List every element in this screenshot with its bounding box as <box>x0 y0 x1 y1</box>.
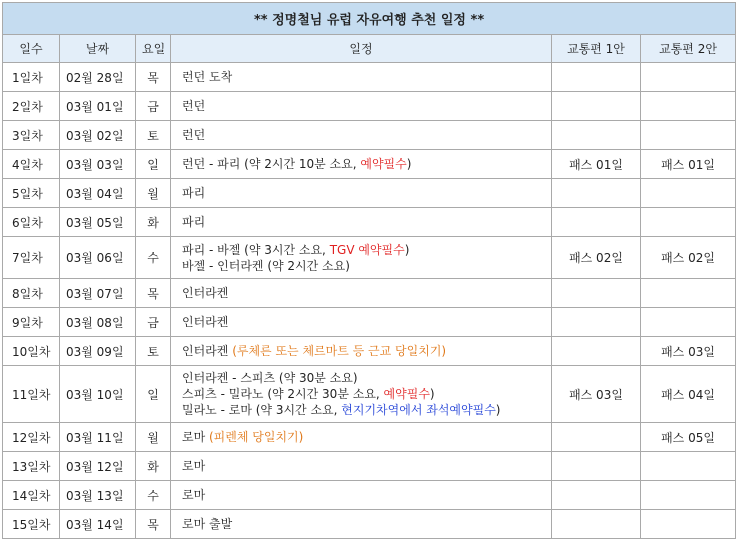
pass1-cell: 패스 02일 <box>552 237 641 279</box>
date-cell: 03월 13일 <box>60 481 136 510</box>
schedule-note-orange: (루체른 또는 체르마트 등 근교 당일치기) <box>232 344 447 358</box>
schedule-text: 로마 출발 <box>182 517 233 531</box>
schedule-note-blue: 현지기차역에서 좌석예약필수 <box>341 403 496 417</box>
schedule-cell <box>171 92 552 121</box>
schedule-text: 파리 <box>182 186 206 200</box>
schedule-line <box>182 214 545 230</box>
day-cell: 11일차 <box>3 366 60 423</box>
table-row <box>3 510 736 539</box>
weekday-cell: 금 <box>136 308 171 337</box>
day-cell: 5일차 <box>3 179 60 208</box>
pass2-cell: 패스 05일 <box>641 423 736 452</box>
date-cell: 03월 05일 <box>60 208 136 237</box>
weekday-cell: 일 <box>136 366 171 423</box>
weekday-cell: 토 <box>136 337 171 366</box>
schedule-text: 런던 도착 <box>182 70 233 84</box>
pass1-cell <box>552 481 641 510</box>
schedule-text: ) <box>429 387 435 401</box>
table-row <box>3 63 736 92</box>
schedule-line <box>182 156 545 172</box>
table-row <box>3 208 736 237</box>
schedule-cell <box>171 366 552 423</box>
schedule-line <box>182 185 545 201</box>
schedule-cell <box>171 423 552 452</box>
schedule-line <box>182 258 545 274</box>
schedule-text: 로마 <box>182 488 206 502</box>
schedule-text: 파리 <box>182 215 206 229</box>
title-row <box>3 3 736 35</box>
header-schedule: 일정 <box>171 35 552 63</box>
day-cell: 4일차 <box>3 150 60 179</box>
header-date: 날짜 <box>60 35 136 63</box>
pass1-cell <box>552 423 641 452</box>
day-cell: 13일차 <box>3 452 60 481</box>
weekday-cell: 화 <box>136 452 171 481</box>
schedule-text: 인터라켄 - 스피츠 (약 30분 소요) <box>182 371 358 385</box>
pass2-cell <box>641 452 736 481</box>
schedule-cell <box>171 279 552 308</box>
pass1-cell <box>552 510 641 539</box>
date-cell: 03월 08일 <box>60 308 136 337</box>
schedule-line <box>182 343 545 359</box>
schedule-text: 밀라노 - 로마 (약 3시간 소요, <box>182 403 342 417</box>
schedule-cell <box>171 179 552 208</box>
pass1-cell <box>552 208 641 237</box>
schedule-note-red: 예약필수 <box>360 157 407 171</box>
table-row <box>3 366 736 423</box>
day-cell: 12일차 <box>3 423 60 452</box>
pass2-cell <box>641 510 736 539</box>
schedule-line <box>182 516 545 532</box>
pass1-cell <box>552 337 641 366</box>
schedule-line <box>182 370 545 386</box>
schedule-text: ) <box>406 157 412 171</box>
schedule-note-red: TGV 예약필수 <box>329 242 405 257</box>
schedule-note-red: 예약필수 <box>383 387 430 401</box>
date-cell: 03월 11일 <box>60 423 136 452</box>
weekday-cell: 토 <box>136 121 171 150</box>
day-cell: 2일차 <box>3 92 60 121</box>
schedule-text: 스피츠 - 밀라노 (약 2시간 30분 소요, <box>182 387 384 401</box>
weekday-cell: 화 <box>136 208 171 237</box>
schedule-cell <box>171 510 552 539</box>
day-cell: 8일차 <box>3 279 60 308</box>
weekday-cell: 목 <box>136 510 171 539</box>
weekday-cell: 월 <box>136 179 171 208</box>
schedule-cell <box>171 481 552 510</box>
table-row <box>3 121 736 150</box>
table-row <box>3 92 736 121</box>
date-cell: 03월 06일 <box>60 237 136 279</box>
weekday-cell: 월 <box>136 423 171 452</box>
date-cell: 03월 14일 <box>60 510 136 539</box>
schedule-note-orange: (피렌체 당일치기) <box>209 430 304 444</box>
table-row <box>3 423 736 452</box>
weekday-cell: 목 <box>136 279 171 308</box>
schedule-cell <box>171 121 552 150</box>
day-cell: 14일차 <box>3 481 60 510</box>
date-cell: 03월 01일 <box>60 92 136 121</box>
schedule-cell <box>171 63 552 92</box>
pass2-cell <box>641 308 736 337</box>
schedule-line <box>182 98 545 114</box>
schedule-cell <box>171 452 552 481</box>
weekday-cell: 금 <box>136 92 171 121</box>
schedule-text: 파리 - 바젤 (약 3시간 소요, <box>182 242 330 257</box>
weekday-cell: 목 <box>136 63 171 92</box>
schedule-line <box>182 429 545 445</box>
day-cell: 3일차 <box>3 121 60 150</box>
weekday-cell: 수 <box>136 481 171 510</box>
schedule-line <box>182 402 545 418</box>
schedule-cell <box>171 337 552 366</box>
date-cell: 03월 03일 <box>60 150 136 179</box>
pass2-cell <box>641 179 736 208</box>
day-cell: 1일차 <box>3 63 60 92</box>
itinerary-body <box>3 63 736 539</box>
pass1-cell <box>552 279 641 308</box>
schedule-text: 로마 <box>182 430 209 444</box>
schedule-line <box>182 69 545 85</box>
pass2-cell: 패스 03일 <box>641 337 736 366</box>
pass1-cell <box>552 308 641 337</box>
day-cell: 6일차 <box>3 208 60 237</box>
pass2-cell <box>641 63 736 92</box>
table-row <box>3 279 736 308</box>
schedule-cell <box>171 208 552 237</box>
day-cell: 10일차 <box>3 337 60 366</box>
table-row <box>3 308 736 337</box>
itinerary-table <box>2 2 736 539</box>
header-day: 일수 <box>3 35 60 63</box>
schedule-line <box>182 487 545 503</box>
itinerary-sheet <box>2 2 736 539</box>
schedule-text: 로마 <box>182 459 206 473</box>
pass2-cell <box>641 208 736 237</box>
schedule-text: ) <box>404 242 410 257</box>
schedule-line <box>182 314 545 330</box>
pass2-cell: 패스 02일 <box>641 237 736 279</box>
schedule-text: 인터라켄 <box>182 344 233 358</box>
date-cell: 03월 02일 <box>60 121 136 150</box>
schedule-cell <box>171 237 552 279</box>
pass1-cell <box>552 179 641 208</box>
pass1-cell <box>552 452 641 481</box>
date-cell: 03월 10일 <box>60 366 136 423</box>
date-cell: 03월 07일 <box>60 279 136 308</box>
day-cell: 15일차 <box>3 510 60 539</box>
schedule-text: 인터라켄 <box>182 286 229 300</box>
date-cell: 03월 12일 <box>60 452 136 481</box>
schedule-line <box>182 386 545 402</box>
schedule-text: 런던 <box>182 99 206 113</box>
schedule-line <box>182 242 545 258</box>
schedule-text: ) <box>495 403 501 417</box>
day-cell: 7일차 <box>3 237 60 279</box>
date-cell: 02월 28일 <box>60 63 136 92</box>
schedule-line <box>182 458 545 474</box>
pass2-cell <box>641 279 736 308</box>
weekday-cell: 일 <box>136 150 171 179</box>
header-dow: 요일 <box>136 35 171 63</box>
schedule-text: 인터라켄 <box>182 315 229 329</box>
pass1-cell: 패스 03일 <box>552 366 641 423</box>
schedule-cell <box>171 308 552 337</box>
pass2-cell: 패스 04일 <box>641 366 736 423</box>
schedule-cell <box>171 150 552 179</box>
table-row <box>3 452 736 481</box>
pass1-cell <box>552 63 641 92</box>
day-cell: 9일차 <box>3 308 60 337</box>
page-title: ** 정명철님 유럽 자유여행 추천 일정 ** <box>3 3 736 35</box>
pass1-cell <box>552 121 641 150</box>
schedule-text: 런던 <box>182 128 206 142</box>
pass2-cell <box>641 92 736 121</box>
date-cell: 03월 04일 <box>60 179 136 208</box>
date-cell: 03월 09일 <box>60 337 136 366</box>
pass2-cell <box>641 481 736 510</box>
schedule-line <box>182 285 545 301</box>
header-pass1: 교통편 1안 <box>552 35 641 63</box>
header-row <box>3 35 736 63</box>
table-row <box>3 337 736 366</box>
table-row <box>3 150 736 179</box>
table-row <box>3 179 736 208</box>
weekday-cell: 수 <box>136 237 171 279</box>
header-pass2: 교통편 2안 <box>641 35 736 63</box>
pass2-cell <box>641 121 736 150</box>
pass1-cell: 패스 01일 <box>552 150 641 179</box>
table-row <box>3 237 736 279</box>
pass1-cell <box>552 92 641 121</box>
schedule-text: 런던 - 파리 (약 2시간 10분 소요, <box>182 157 361 171</box>
pass2-cell: 패스 01일 <box>641 150 736 179</box>
schedule-text: 바젤 - 인터라켄 (약 2시간 소요) <box>182 258 350 273</box>
schedule-line <box>182 127 545 143</box>
table-row <box>3 481 736 510</box>
